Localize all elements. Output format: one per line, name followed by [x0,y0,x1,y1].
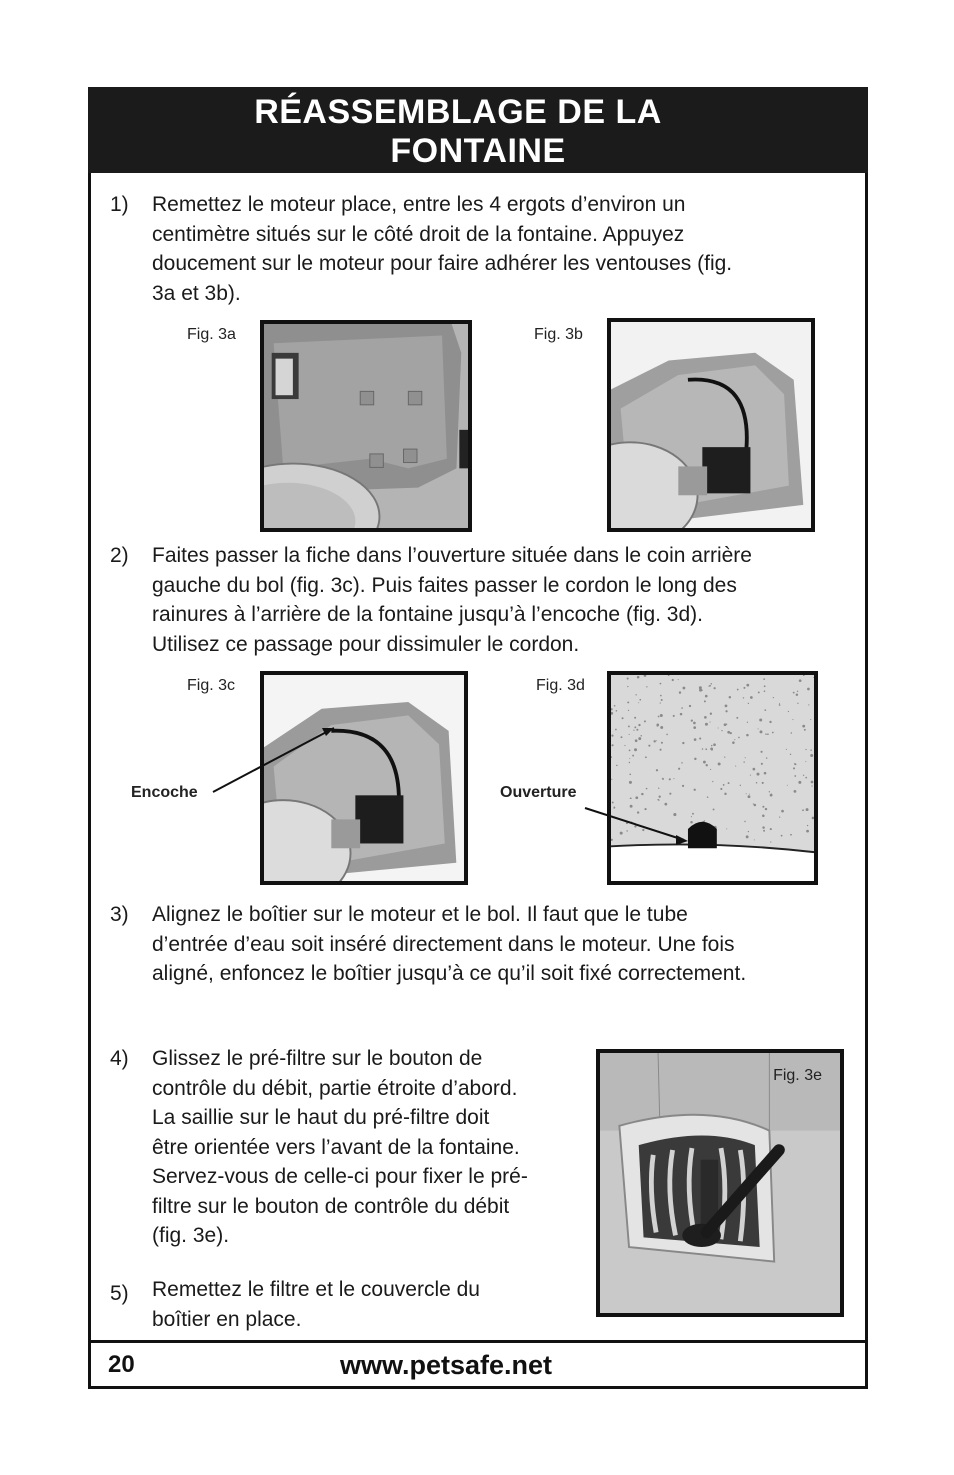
speckle-dot [765,808,767,810]
step-5-text [152,1275,592,1334]
speckle-dot [648,745,650,747]
fig-3d-label: Fig. 3d [536,677,585,694]
step-2-line: Utilisez ce passage pour dissimuler le cordon. [152,632,580,656]
speckle-dot [786,749,787,750]
speckle-dot [760,730,763,733]
step-4-line: filtre sur le bouton de contrôle du débit [152,1194,510,1218]
speckle-dot [746,793,747,794]
speckle-dot [710,683,712,685]
speckle-dot [753,768,756,771]
step-2-line: gauche du bol (fig. 3c). Puis faites passer le cordon le long des [152,573,737,597]
speckle-dot [629,762,630,763]
speckle-dot [669,793,671,795]
speckle-dot [797,691,798,692]
speckle-dot [760,751,762,753]
speckle-dot [616,765,618,767]
speckle-dot [704,716,707,719]
speckle-dot [743,697,744,698]
step-4-line: être orientée vers l’avant de la fontaine. [152,1135,520,1159]
speckle-dot [629,774,631,776]
speckle-dot [726,724,727,725]
step-1-line: centimètre situés sur le côté droit de la fontaine. Appuyez [152,222,685,246]
speckle-dot [627,686,628,687]
speckle-dot [727,731,730,734]
speckle-dot [759,718,762,721]
speckle-dot [811,785,812,786]
speckle-dot [748,703,749,704]
step-1-text [152,190,852,308]
speckle-dot [753,803,754,804]
speckle-dot [712,781,713,782]
speckle-dot [796,694,798,696]
speckle-dot [806,830,809,833]
speckle-dot [635,796,638,799]
speckle-dot [772,732,774,734]
speckle-dot [711,749,713,751]
speckle-dot [682,785,684,787]
speckle-dot [611,735,613,737]
speckle-dot [793,767,795,769]
speckle-dot [805,761,806,762]
speckle-dot [781,810,784,813]
callout-ouverture: Ouverture [500,784,577,801]
speckle-dot [708,686,709,687]
speckle-dot [634,726,636,728]
step-3-text [152,900,852,989]
speckle-dot [641,793,643,795]
speckle-dot [634,717,636,719]
fig-3a-photo [260,320,472,532]
speckle-dot [767,733,769,735]
step-3-number: 3) [110,903,129,926]
speckle-dot [724,723,727,726]
fig-3b-label: Fig. 3b [534,326,583,343]
speckle-dot [721,730,722,731]
speckle-dot [781,835,783,837]
speckle-dot [750,775,751,776]
speckle-dot [724,793,726,795]
speckle-dot [659,796,661,798]
speckle-dot [711,745,712,746]
speckle-dot [693,726,696,729]
speckle-dot [811,781,814,784]
speckle-dot [664,803,667,806]
speckle-dot [615,729,617,731]
step-1-line: doucement sur le moteur pour faire adhérer les ventouses (fig. [152,252,733,275]
speckle-dot [622,717,624,719]
fig-3c-label: Fig. 3c [187,677,236,694]
speckle-dot [680,713,683,716]
speckle-dot [635,739,638,742]
speckle-dot [713,809,715,811]
speckle-dot [637,676,640,679]
speckle-dot [770,841,771,842]
speckle-dot [612,801,614,803]
fig-3c-photo [260,671,468,885]
speckle-dot [787,785,788,786]
speckle-dot [699,737,701,739]
step-4-line: Servez-vous de celle-ci pour fixer le pré- [152,1165,528,1188]
speckle-dot [653,740,655,742]
speckle-dot [810,749,811,750]
speckle-dot [646,788,648,790]
speckle-dot [673,813,676,816]
speckle-dot [754,804,757,807]
speckle-dot [737,689,739,691]
speckle-dot [728,782,730,784]
speckle-dot [763,830,765,832]
speckle-dot [683,687,686,690]
step-2-line: Faites passer la fiche dans l’ouverture située dans le coin arrière [152,544,752,567]
speckle-dot [694,758,696,760]
speckle-dot [798,781,801,784]
speckle-dot [636,729,638,731]
speckle-dot [657,799,659,801]
speckle-dot [645,756,647,758]
speckle-dot [620,832,623,835]
speckle-dot [770,828,772,830]
step-5-line: boîtier en place. [152,1307,302,1331]
speckle-dot [673,778,674,779]
title-line-1: RÉASSEMBLAGE DE LA [254,93,662,131]
speckle-dot [802,809,804,811]
speckle-dot [694,789,696,791]
speckle-dot [805,777,807,779]
step-3-line: aligné, enfoncez le boîtier jusqu’à ce qu’il soit fixé correctement. [152,962,747,985]
speckle-dot [614,705,616,707]
speckle-dot [766,757,767,758]
speckle-dot [669,778,671,780]
speckle-dot [713,743,716,746]
speckle-dot [611,744,613,746]
speckle-dot [761,763,763,765]
speckle-dot [720,788,722,790]
step-1-line: Remettez le moteur place, entre les 4 ergots d’environ un [152,193,686,216]
speckle-dot [747,722,748,723]
speckle-dot [629,781,632,784]
speckle-dot [795,764,796,765]
speckle-dot [718,728,719,729]
speckle-dot [706,764,708,766]
speckle-dot [738,737,740,739]
footer-divider [88,1340,868,1343]
speckle-dot [734,739,735,740]
speckle-dot [736,717,738,719]
step-5-line: Remettez le filtre et le couvercle du [152,1278,480,1301]
speckle-dot [628,710,629,711]
speckle-dot [758,728,759,729]
speckle-dot [788,711,789,712]
speckle-dot [635,694,636,695]
speckle-dot [678,679,679,680]
speckle-dot [799,679,802,682]
step-1-line: 3a et 3b). [152,281,241,305]
step-4-line: La saillie sur le haut du pré-filtre doit [152,1106,490,1129]
speckle-dot [769,721,771,723]
speckle-dot [709,722,710,723]
speckle-dot [614,808,615,809]
speckle-dot [710,769,711,770]
speckle-dot [666,734,668,736]
step-4-line: Glissez le pré-filtre sur le bouton de [152,1047,483,1070]
speckle-dot [681,762,682,763]
speckle-dot [790,834,792,836]
speckle-dot [726,828,727,829]
speckle-dot [749,794,750,795]
speckle-dot [691,720,693,722]
speckle-dot [657,725,659,727]
speckle-dot [678,768,680,770]
speckle-dot [693,722,696,725]
speckle-dot [660,749,662,751]
speckle-dot [646,686,647,687]
speckle-dot [763,678,765,680]
speckle-dot [661,699,663,701]
speckle-dot [765,733,767,735]
speckle-dot [660,726,663,729]
step-5-number: 5) [110,1282,129,1305]
speckle-dot [626,822,628,824]
speckle-dot [661,742,663,744]
speckle-dot [748,795,751,798]
speckle-dot [658,716,660,718]
speckle-dot [793,692,795,694]
speckle-dot [632,755,634,757]
speckle-dot [790,754,791,755]
speckle-dot [660,714,663,717]
step-2-line: rainures à l’arrière de la fontaine jusqu’à l’encoche (fig. 3d). [152,603,703,626]
speckle-dot [673,715,675,717]
speckle-dot [704,700,706,702]
speckle-dot [705,695,708,698]
speckle-dot [656,740,657,741]
speckle-dot [680,838,683,841]
speckle-dot [703,761,706,764]
speckle-dot [702,748,704,750]
speckle-dot [682,742,684,744]
speckle-dot [624,745,625,746]
speckle-dot [724,756,725,757]
speckle-dot [660,683,662,685]
speckle-dot [629,734,630,735]
step-4-text [152,1044,592,1251]
speckle-dot [802,725,805,728]
speckle-dot [628,725,630,727]
speckle-dot [754,839,755,840]
step-1-number: 1) [110,193,129,216]
speckle-dot [779,816,780,817]
speckle-dot [679,691,681,693]
speckle-dot [631,821,632,822]
speckle-dot [634,825,636,827]
fig-3b-photo [607,318,815,532]
step-4-line: (fig. 3e). [152,1224,230,1247]
speckle-dot [694,738,697,741]
speckle-dot [660,695,662,697]
speckle-dot [644,720,646,722]
speckle-dot [681,707,683,709]
speckle-dot [750,696,753,699]
step-3-line: Alignez le boîtier sur le moteur et le bol. Il faut que le tube [152,903,688,926]
fig-3e-photo [596,1049,844,1317]
callout-encoche: Encoche [131,784,198,801]
speckle-dot [807,825,808,826]
speckle-dot [630,797,632,799]
speckle-dot [729,696,731,698]
speckle-dot [660,702,661,703]
speckle-dot [707,796,709,798]
speckle-dot [692,813,694,815]
speckle-dot [689,705,691,707]
speckle-dot [764,709,766,711]
speckle-dot [805,749,806,750]
fig-3a-label: Fig. 3a [187,326,236,343]
speckle-dot [658,788,659,789]
step-4-line: contrôle du débit, partie étroite d’abord. [152,1076,518,1100]
speckle-dot [797,703,798,704]
speckle-dot [672,679,674,681]
speckle-dot [634,748,637,751]
speckle-dot [640,735,642,737]
speckle-dot [779,703,780,704]
speckle-dot [642,829,644,831]
speckle-dot [637,811,639,813]
footer-url[interactable]: www.petsafe.net [340,1350,553,1380]
speckle-dot [746,684,749,687]
speckle-dot [743,761,744,762]
fig-3d-photo [607,671,818,885]
speckle-dot [756,782,758,784]
speckle-dot [691,816,692,817]
speckle-dot [725,710,727,712]
speckle-dot [748,831,749,832]
speckle-dot [773,697,774,698]
speckle-dot [732,741,735,744]
speckle-dot [633,730,634,731]
speckle-dot [710,713,712,715]
speckle-dot [746,835,749,838]
speckle-dot [743,687,745,689]
step-2-number: 2) [110,544,129,567]
speckle-dot [746,734,749,737]
speckle-dot [656,769,658,771]
speckle-dot [740,785,741,786]
speckle-dot [808,704,809,705]
speckle-dot [638,724,640,726]
speckle-dot [627,678,629,680]
title-banner [88,87,868,173]
speckle-dot [794,790,797,793]
step-3-line: d’entrée d’eau soit inséré directement dans le moteur. Une fois [152,932,735,956]
speckle-dot [758,691,760,693]
speckle-dot [718,762,721,765]
speckle-dot [762,826,764,828]
speckle-dot [663,779,664,780]
speckle-dot [803,775,804,776]
speckle-dot [794,775,796,777]
speckle-dot [735,766,736,767]
speckle-dot [723,784,725,786]
speckle-dot [779,704,781,706]
speckle-dot [810,719,811,720]
speckle-dot [627,701,629,703]
speckle-dot [621,736,623,738]
speckle-dot [762,806,764,808]
speckle-dot [757,773,760,776]
speckle-dot [804,729,806,731]
speckle-dot [764,685,766,687]
fig-3e-label: Fig. 3e [773,1067,822,1084]
speckle-dot [725,705,728,708]
speckle-dot [638,737,641,740]
page-number: 20 [108,1351,135,1378]
speckle-dot [792,719,793,720]
speckle-dot [630,805,633,808]
speckle-dot [644,808,646,810]
speckle-dot [690,821,693,824]
speckle-dot [806,808,809,811]
speckle-dot [714,687,716,689]
speckle-dot [764,772,767,775]
speckle-dot [629,758,630,759]
step-4-number: 4) [110,1047,129,1070]
speckle-dot [611,779,612,780]
speckle-dot [744,821,745,822]
speckle-dot [616,710,618,712]
speckle-dot [629,749,631,751]
speckle-dot [705,748,707,750]
speckle-dot [769,791,770,792]
title-line-2: FONTAINE [390,132,566,170]
speckle-dot [762,814,765,817]
speckle-dot [638,702,639,703]
speckle-dot [764,690,766,692]
step-2-text [152,541,852,659]
speckle-dot [807,688,810,691]
speckle-dot [699,686,702,689]
speckle-dot [810,754,813,757]
speckle-dot [626,830,627,831]
speckle-dot [762,782,764,784]
speckle-dot [639,699,641,701]
speckle-dot [704,820,705,821]
speckle-dot [770,794,773,797]
speckle-dot [705,723,708,726]
speckle-dot [745,757,746,758]
speckle-dot [791,732,792,733]
